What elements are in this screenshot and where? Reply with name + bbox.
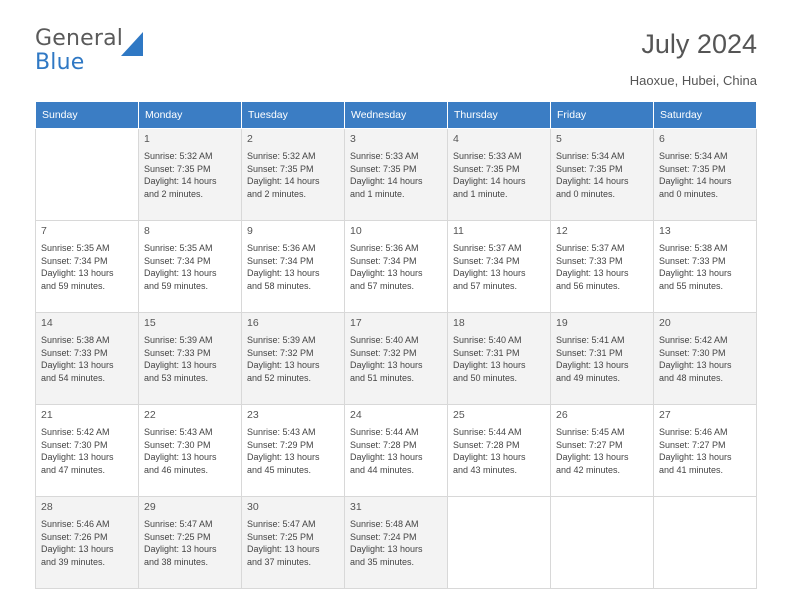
day-info-line: and 49 minutes.	[556, 372, 621, 383]
day-info-line: Daylight: 13 hours	[556, 360, 629, 371]
calendar-day-cell[interactable]	[551, 221, 654, 313]
day-info-line: Sunset: 7:25 PM	[247, 531, 314, 542]
day-info-line: Sunset: 7:30 PM	[659, 347, 726, 358]
weekday-header-row	[36, 102, 757, 129]
calendar-day-cell[interactable]	[654, 129, 757, 221]
day-info-line: Sunset: 7:35 PM	[556, 163, 623, 174]
day-info-line: and 2 minutes.	[144, 188, 204, 199]
day-number: 30	[247, 501, 259, 513]
day-info-line: Daylight: 14 hours	[247, 176, 320, 187]
day-info-line: Sunrise: 5:36 AM	[350, 243, 419, 254]
day-info-line: Sunrise: 5:37 AM	[453, 243, 522, 254]
day-info-line: Sunset: 7:30 PM	[144, 439, 211, 450]
day-number: 20	[659, 317, 671, 329]
day-info-line: Sunrise: 5:36 AM	[247, 243, 316, 254]
day-info-line: Sunset: 7:33 PM	[659, 255, 726, 266]
day-info-line: Sunset: 7:34 PM	[453, 255, 520, 266]
day-info-line: Sunset: 7:31 PM	[453, 347, 520, 358]
day-info-line: and 51 minutes.	[350, 372, 415, 383]
day-number: 9	[247, 225, 253, 237]
day-number: 27	[659, 409, 671, 421]
calendar-day-cell[interactable]	[345, 221, 448, 313]
day-number: 1	[144, 133, 150, 145]
day-info-line: Daylight: 13 hours	[556, 452, 629, 463]
day-info-line: Daylight: 14 hours	[144, 176, 217, 187]
calendar-week-row	[36, 313, 757, 405]
day-info-line: Sunrise: 5:47 AM	[247, 519, 316, 530]
day-info-line: Daylight: 13 hours	[453, 360, 526, 371]
day-info-line: Sunrise: 5:39 AM	[144, 335, 213, 346]
day-info-line: and 0 minutes.	[659, 188, 719, 199]
day-info-line: Sunrise: 5:46 AM	[659, 427, 728, 438]
day-info-line: Sunrise: 5:48 AM	[350, 519, 419, 530]
day-info-line: Sunset: 7:35 PM	[453, 163, 520, 174]
day-info-line: Daylight: 13 hours	[247, 360, 320, 371]
day-info-line: Sunset: 7:29 PM	[247, 439, 314, 450]
day-info-line: Sunrise: 5:39 AM	[247, 335, 316, 346]
day-number: 15	[144, 317, 156, 329]
day-info-line: Sunrise: 5:38 AM	[659, 243, 728, 254]
day-info-line: Sunset: 7:31 PM	[556, 347, 623, 358]
calendar-day-cell[interactable]	[345, 313, 448, 405]
calendar-day-cell[interactable]	[242, 129, 345, 221]
calendar-day-cell[interactable]	[36, 405, 139, 497]
general-blue-logo	[35, 28, 155, 76]
day-info-line: Daylight: 13 hours	[144, 268, 217, 279]
day-info-line: Daylight: 13 hours	[659, 452, 732, 463]
calendar-cell-empty	[654, 497, 757, 589]
day-number: 5	[556, 133, 562, 145]
day-info-line: Sunrise: 5:42 AM	[41, 427, 110, 438]
day-info-line: Daylight: 13 hours	[453, 452, 526, 463]
day-info-line: Sunrise: 5:45 AM	[556, 427, 625, 438]
day-info-line: and 47 minutes.	[41, 464, 106, 475]
day-number: 10	[350, 225, 362, 237]
day-info-line: Daylight: 13 hours	[350, 268, 423, 279]
day-info-line: Daylight: 14 hours	[350, 176, 423, 187]
day-number: 19	[556, 317, 568, 329]
day-info-line: Sunrise: 5:44 AM	[453, 427, 522, 438]
day-number: 7	[41, 225, 47, 237]
day-info-line: Sunrise: 5:37 AM	[556, 243, 625, 254]
day-info-line: and 1 minute.	[453, 188, 508, 199]
calendar-day-cell[interactable]	[448, 129, 551, 221]
day-info-line: and 35 minutes.	[350, 556, 415, 567]
day-number: 17	[350, 317, 362, 329]
weekday-header-thursday: Thursday	[448, 102, 551, 129]
day-number: 21	[41, 409, 53, 421]
day-info-line: Daylight: 13 hours	[144, 544, 217, 555]
logo-triangle-icon	[121, 32, 143, 56]
calendar-day-cell[interactable]	[242, 497, 345, 589]
day-info-line: and 58 minutes.	[247, 280, 312, 291]
calendar-day-cell[interactable]	[551, 129, 654, 221]
calendar-day-cell[interactable]	[345, 497, 448, 589]
calendar-cell-empty	[448, 497, 551, 589]
day-info-line: Sunrise: 5:42 AM	[659, 335, 728, 346]
day-info-line: Sunset: 7:34 PM	[41, 255, 108, 266]
day-info-line: and 46 minutes.	[144, 464, 209, 475]
day-info-line: and 56 minutes.	[556, 280, 621, 291]
calendar-day-cell[interactable]	[551, 405, 654, 497]
day-info-line: Sunrise: 5:32 AM	[247, 151, 316, 162]
day-info-line: and 42 minutes.	[556, 464, 621, 475]
calendar-day-cell[interactable]	[139, 405, 242, 497]
day-info-line: Sunrise: 5:40 AM	[453, 335, 522, 346]
logo-text-blue: Blue	[35, 50, 85, 75]
day-info-line: Sunset: 7:33 PM	[144, 347, 211, 358]
day-info-line: Sunset: 7:35 PM	[350, 163, 417, 174]
calendar-week-row	[36, 129, 757, 221]
day-info-line: Sunset: 7:30 PM	[41, 439, 108, 450]
day-number: 25	[453, 409, 465, 421]
day-info-line: and 2 minutes.	[247, 188, 307, 199]
calendar-day-cell[interactable]	[139, 313, 242, 405]
day-info-line: Sunset: 7:34 PM	[247, 255, 314, 266]
weekday-header-monday: Monday	[139, 102, 242, 129]
day-info-line: Sunrise: 5:32 AM	[144, 151, 213, 162]
day-info-line: Sunrise: 5:40 AM	[350, 335, 419, 346]
day-info-line: Sunrise: 5:33 AM	[350, 151, 419, 162]
day-info-line: and 52 minutes.	[247, 372, 312, 383]
day-info-line: Daylight: 13 hours	[41, 452, 114, 463]
day-info-line: Sunrise: 5:43 AM	[247, 427, 316, 438]
day-info-line: and 37 minutes.	[247, 556, 312, 567]
day-info-line: and 57 minutes.	[350, 280, 415, 291]
day-info-line: Daylight: 13 hours	[41, 360, 114, 371]
day-info-line: and 48 minutes.	[659, 372, 724, 383]
calendar-cell-empty	[551, 497, 654, 589]
day-info-line: and 57 minutes.	[453, 280, 518, 291]
day-info-line: Sunset: 7:26 PM	[41, 531, 108, 542]
weekday-header-sunday: Sunday	[36, 102, 139, 129]
day-number: 28	[41, 501, 53, 513]
day-info-line: Sunset: 7:33 PM	[41, 347, 108, 358]
day-info-line: Sunset: 7:24 PM	[350, 531, 417, 542]
day-info-line: Sunset: 7:35 PM	[144, 163, 211, 174]
calendar-day-cell[interactable]	[139, 497, 242, 589]
day-info-line: and 54 minutes.	[41, 372, 106, 383]
calendar-day-cell[interactable]	[36, 221, 139, 313]
day-info-line: Sunset: 7:33 PM	[556, 255, 623, 266]
day-info-line: Sunrise: 5:41 AM	[556, 335, 625, 346]
day-info-line: Daylight: 13 hours	[350, 452, 423, 463]
day-info-line: Daylight: 13 hours	[247, 452, 320, 463]
day-info-line: and 0 minutes.	[556, 188, 616, 199]
day-info-line: Daylight: 13 hours	[556, 268, 629, 279]
day-number: 3	[350, 133, 356, 145]
day-info-line: Sunset: 7:34 PM	[350, 255, 417, 266]
day-info-line: Sunset: 7:28 PM	[350, 439, 417, 450]
day-info-line: Sunset: 7:32 PM	[350, 347, 417, 358]
day-info-line: and 45 minutes.	[247, 464, 312, 475]
calendar-day-cell[interactable]	[551, 313, 654, 405]
calendar-day-cell[interactable]	[448, 405, 551, 497]
day-number: 29	[144, 501, 156, 513]
weekday-header-wednesday: Wednesday	[345, 102, 448, 129]
day-info-line: and 59 minutes.	[41, 280, 106, 291]
day-info-line: Sunset: 7:34 PM	[144, 255, 211, 266]
day-info-line: Daylight: 14 hours	[659, 176, 732, 187]
day-number: 23	[247, 409, 259, 421]
calendar-day-cell[interactable]	[654, 221, 757, 313]
day-info-line: Daylight: 13 hours	[144, 360, 217, 371]
day-info-line: Sunset: 7:28 PM	[453, 439, 520, 450]
day-info-line: and 44 minutes.	[350, 464, 415, 475]
calendar-day-cell[interactable]	[345, 129, 448, 221]
weekday-header-saturday: Saturday	[654, 102, 757, 129]
day-number: 22	[144, 409, 156, 421]
calendar-week-row	[36, 405, 757, 497]
calendar-day-cell[interactable]	[139, 221, 242, 313]
calendar-day-cell[interactable]	[448, 313, 551, 405]
title-block	[630, 28, 757, 88]
day-number: 11	[453, 225, 464, 237]
calendar-day-cell[interactable]	[345, 405, 448, 497]
calendar-week-row	[36, 221, 757, 313]
day-number: 18	[453, 317, 465, 329]
calendar-week-row	[36, 497, 757, 589]
calendar-cell-empty	[36, 129, 139, 221]
day-info-line: Sunrise: 5:35 AM	[41, 243, 110, 254]
day-info-line: Sunset: 7:35 PM	[659, 163, 726, 174]
day-number: 16	[247, 317, 259, 329]
day-info-line: and 39 minutes.	[41, 556, 106, 567]
day-info-line: Sunrise: 5:35 AM	[144, 243, 213, 254]
day-info-line: Sunset: 7:25 PM	[144, 531, 211, 542]
day-number: 31	[350, 501, 362, 513]
day-number: 12	[556, 225, 568, 237]
calendar-day-cell[interactable]	[654, 313, 757, 405]
day-number: 13	[659, 225, 671, 237]
day-info-line: and 43 minutes.	[453, 464, 518, 475]
calendar-day-cell[interactable]	[448, 221, 551, 313]
calendar-day-cell[interactable]	[242, 405, 345, 497]
day-info-line: and 41 minutes.	[659, 464, 724, 475]
day-info-line: Sunset: 7:32 PM	[247, 347, 314, 358]
day-info-line: and 38 minutes.	[144, 556, 209, 567]
day-info-line: Sunset: 7:35 PM	[247, 163, 314, 174]
day-info-line: Daylight: 13 hours	[659, 268, 732, 279]
day-number: 26	[556, 409, 568, 421]
day-number: 8	[144, 225, 150, 237]
day-info-line: Daylight: 14 hours	[556, 176, 629, 187]
day-info-line: Sunset: 7:27 PM	[556, 439, 623, 450]
day-info-line: and 1 minute.	[350, 188, 405, 199]
weekday-header-tuesday: Tuesday	[242, 102, 345, 129]
day-info-line: and 50 minutes.	[453, 372, 518, 383]
day-info-line: and 55 minutes.	[659, 280, 724, 291]
day-info-line: Sunrise: 5:43 AM	[144, 427, 213, 438]
day-info-line: Sunrise: 5:46 AM	[41, 519, 110, 530]
day-info-line: Daylight: 13 hours	[453, 268, 526, 279]
day-number: 2	[247, 133, 253, 145]
page-header	[35, 28, 757, 90]
page-title: July 2024	[641, 29, 757, 59]
calendar-day-cell[interactable]	[242, 313, 345, 405]
day-info-line: Sunrise: 5:47 AM	[144, 519, 213, 530]
calendar-day-cell[interactable]	[36, 497, 139, 589]
day-info-line: Daylight: 13 hours	[144, 452, 217, 463]
day-info-line: Sunrise: 5:33 AM	[453, 151, 522, 162]
day-info-line: Sunrise: 5:44 AM	[350, 427, 419, 438]
day-info-line: Sunrise: 5:34 AM	[659, 151, 728, 162]
day-info-line: Daylight: 13 hours	[350, 360, 423, 371]
day-info-line: Daylight: 13 hours	[350, 544, 423, 555]
day-info-line: Daylight: 13 hours	[41, 268, 114, 279]
calendar-day-cell[interactable]	[242, 221, 345, 313]
day-info-line: Sunrise: 5:34 AM	[556, 151, 625, 162]
day-number: 14	[41, 317, 53, 329]
logo-text-general: General	[35, 26, 124, 51]
day-info-line: Daylight: 13 hours	[659, 360, 732, 371]
day-info-line: Sunset: 7:27 PM	[659, 439, 726, 450]
day-number: 6	[659, 133, 665, 145]
day-info-line: Daylight: 13 hours	[247, 544, 320, 555]
calendar-table	[35, 102, 757, 589]
day-info-line: and 59 minutes.	[144, 280, 209, 291]
day-number: 4	[453, 133, 459, 145]
weekday-header-friday: Friday	[551, 102, 654, 129]
calendar-body	[36, 129, 757, 589]
calendar-day-cell[interactable]	[654, 405, 757, 497]
day-info-line: Daylight: 14 hours	[453, 176, 526, 187]
day-info-line: and 53 minutes.	[144, 372, 209, 383]
day-info-line: Sunrise: 5:38 AM	[41, 335, 110, 346]
calendar-day-cell[interactable]	[36, 313, 139, 405]
calendar-day-cell[interactable]	[139, 129, 242, 221]
day-number: 24	[350, 409, 362, 421]
day-info-line: Daylight: 13 hours	[247, 268, 320, 279]
page-subtitle: Haoxue, Hubei, China	[629, 72, 757, 88]
day-info-line: Daylight: 13 hours	[41, 544, 114, 555]
